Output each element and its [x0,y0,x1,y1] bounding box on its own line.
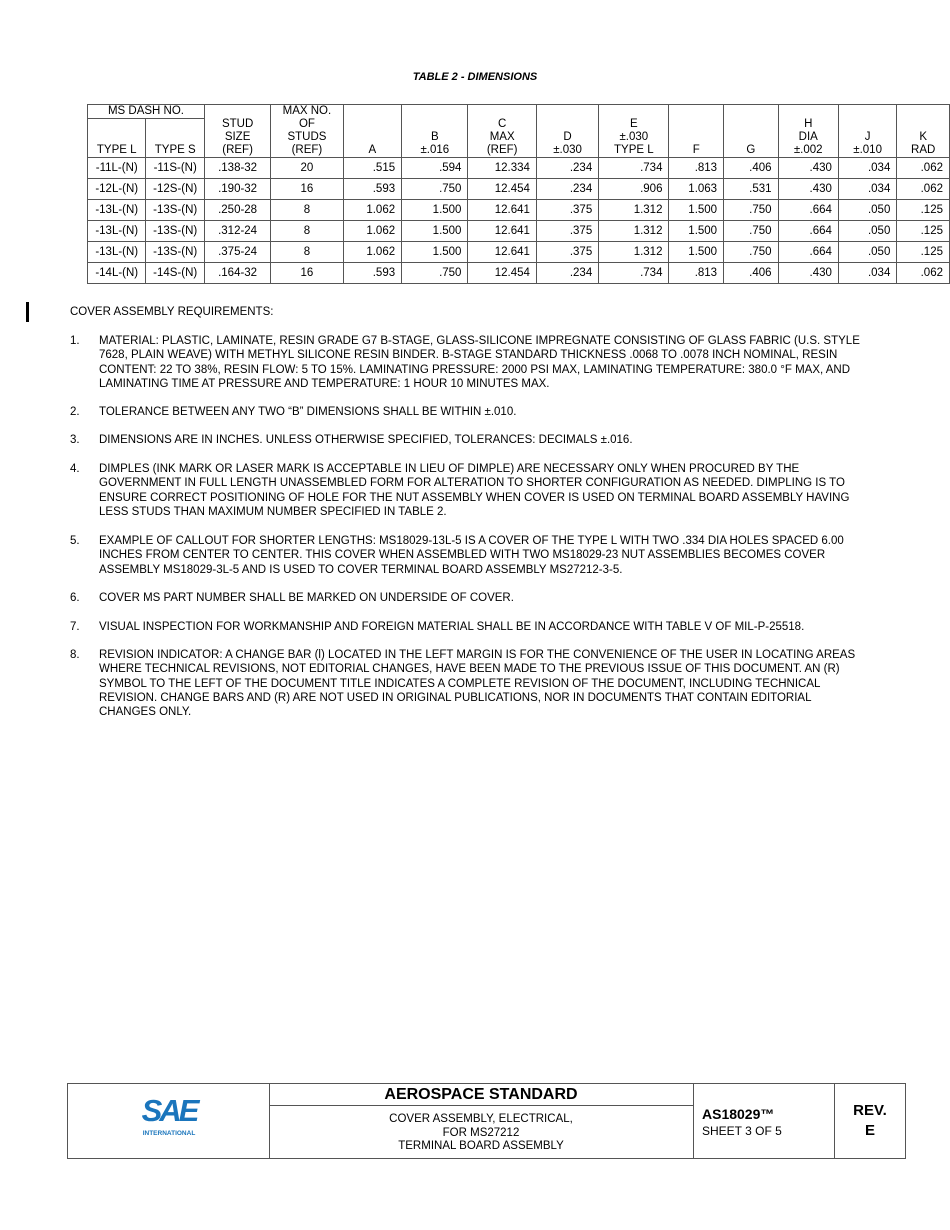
table-cell: .734 [599,263,669,284]
revision-cell [835,1084,905,1158]
logo-wordmark: SAE [141,1094,197,1128]
table-cell: 1.312 [599,200,669,221]
table-cell: 1.062 [343,200,402,221]
column-header-line: ±.030 [619,131,649,143]
table-cell: .750 [724,221,778,242]
table-cell: .750 [402,179,468,200]
table-cell: -13L-(N) [88,200,146,221]
title-block [67,1083,906,1159]
note-text: DIMENSIONS ARE IN INCHES. UNLESS OTHERWISE SPECIFIED, TOLERANCES: DECIMALS ±.016. [99,434,633,446]
table-cell: .125 [897,242,950,263]
note-text: REVISION INDICATOR: A CHANGE BAR (l) LOCATED IN THE LEFT MARGIN IS FOR THE CONVENIENCE OF THE USER IN LOCATING AREAS WHERE TECHNICAL REVISIONS, NOT EDITORIAL CHANGES, HAVE BEEN MADE TO THE PREVIOUS ISSUE OF THIS DOCUMENT. AN (R) SYMBOL TO THE LEFT OF THE DOCUMENT TITLE INDICATES A COMPLETE REVISION OF THE DOCUMENT, INCLUDING TECHNICAL REVISION. CHANGE BARS AND (R) ARE NOT USED IN ORIGINAL PUBLICATIONS, NOR IN DOCUMENTS THAT CONTAIN EDITORIAL CHANGES ONLY. [99,649,856,719]
table-cell: .234 [536,158,598,179]
note-text: TOLERANCE BETWEEN ANY TWO “B” DIMENSIONS SHALL BE WITHIN ±.010. [99,406,517,418]
table-cell: 16 [271,263,343,284]
sae-logo [136,1094,202,1140]
column-header-line: A [368,144,377,156]
table-cell: 12.454 [468,263,536,284]
column-header-line: D [563,131,572,143]
table-body [88,158,950,284]
note-text: EXAMPLE OF CALLOUT FOR SHORTER LENGTHS: MS18029-13L-5 IS A COVER OF THE TYPE L WITH TWO .334 DIA HOLES SPACED 6.00 INCHES FROM CENTER TO CENTER. THIS COVER WHEN ASSEMBLED WITH TWO MS18029-23 NUT ASSEMBLIES BECOMES COVER ASSEMBLY MS18029-3L-5 AND IS USED TO COVER TERMINAL BOARD ASSEMBLY MS27212-3-5. [99,535,844,576]
table-cell: .406 [724,158,778,179]
table-cell: .750 [724,242,778,263]
doc-number-cell [694,1084,835,1158]
logo-cell [68,1084,270,1158]
table-row [88,200,950,221]
column-header-line: (REF) [291,144,323,156]
column-header-line: J [864,131,871,143]
table-cell: 8 [271,221,343,242]
column-header-line: MAX [489,131,515,143]
column-header [897,105,950,158]
column-header-line: STUD [221,118,254,130]
table-cell: .050 [838,221,896,242]
requirements-heading: COVER ASSEMBLY REQUIREMENTS: [70,306,274,318]
table-cell: -13L-(N) [88,221,146,242]
column-header [402,105,468,158]
table-cell: .750 [402,263,468,284]
note-item [70,534,870,577]
table-cell: .034 [838,158,896,179]
ms-dash-no-header: MS DASH NO. [88,105,205,119]
title-cell [269,1084,694,1158]
table-cell: .734 [599,158,669,179]
table-cell: .593 [343,263,402,284]
note-number: 1. [70,335,80,347]
table-cell: .234 [536,179,598,200]
column-header-line: STUDS [287,131,327,143]
column-header-line: ±.010 [853,144,882,156]
column-header [599,105,669,158]
table-cell: -13S-(N) [146,200,204,221]
table-cell: .062 [897,179,950,200]
note-item [70,648,870,719]
table-cell: .050 [838,200,896,221]
table-cell: -11S-(N) [146,158,204,179]
note-item [70,433,870,447]
sheet-number: SHEET 3 OF 5 [702,1124,782,1138]
table-cell: 1.500 [402,221,468,242]
revision-label: REV. [853,1102,887,1119]
column-header-line: E [630,118,638,130]
table-cell: -13S-(N) [146,221,204,242]
column-header-line: G [746,144,756,156]
table-row [88,158,950,179]
table-cell: .515 [343,158,402,179]
table-cell: -14L-(N) [88,263,146,284]
note-text: VISUAL INSPECTION FOR WORKMANSHIP AND FOREIGN MATERIAL SHALL BE IN ACCORDANCE WITH TABLE V OF MIL-P-25518. [99,621,805,633]
doc-subtitle-line-1: COVER ASSEMBLY, ELECTRICAL, [389,1113,573,1125]
table-cell: .312-24 [204,221,270,242]
note-item [70,405,870,419]
column-header [724,105,778,158]
table-cell: 8 [271,242,343,263]
change-bar [26,302,29,322]
column-header-line: ±.016 [420,144,450,156]
note-number: 3. [70,434,80,446]
doc-subtitle-line-2: FOR MS27212 [442,1126,520,1139]
table-title: TABLE 2 - DIMENSIONS [412,71,538,83]
column-header-line: SIZE [224,131,251,143]
column-header [669,105,724,158]
column-header-line: H [804,118,813,130]
table-cell: .234 [536,263,598,284]
column-header [778,105,838,158]
note-number: 7. [70,621,80,633]
table-cell: .430 [778,263,838,284]
table-cell: 16 [271,179,343,200]
column-header [838,105,896,158]
table-cell: .664 [778,200,838,221]
note-item [70,334,870,391]
table-cell: .375 [536,242,598,263]
column-header-line: (REF) [222,144,253,156]
table-cell: 1.312 [599,242,669,263]
note-item [70,462,870,519]
table-cell: -13S-(N) [146,242,204,263]
table-cell: .050 [838,242,896,263]
note-number: 8. [70,649,80,661]
table-cell: .125 [897,221,950,242]
column-header [468,105,536,158]
table-cell: 1.062 [343,221,402,242]
table-cell: -14S-(N) [146,263,204,284]
note-text: DIMPLES (INK MARK OR LASER MARK IS ACCEPTABLE IN LIEU OF DIMPLE) ARE NECESSARY ONLY WHEN PROCURED BY THE GOVERNMENT IN FULL LENGTH UNASSEMBLED FORM FOR ALTERATION TO SHORTER CONFIGURATION AS NEEDED. DIMPLING IS TO ENSURE CORRECT POSITIONING OF HOLE FOR THE NUT ASSEMBLY WHEN COVER IS USED ON TERMINAL BOARD ASSEMBLY HAVING LESS STUDS THAN MAXIMUM NUMBER SPECIFIED IN TABLE 2. [99,463,850,518]
note-number: 4. [70,463,80,475]
table-cell: 1.500 [669,242,724,263]
column-header-line: F [692,144,700,156]
table-cell: .375 [536,200,598,221]
table-cell: .062 [897,158,950,179]
column-header-line: B [430,131,439,143]
table-cell: .406 [724,263,778,284]
table-cell: .430 [778,158,838,179]
note-number: 2. [70,406,80,418]
column-header [204,105,270,158]
table-cell: .034 [838,179,896,200]
note-number: 6. [70,592,80,604]
table-cell: .593 [343,179,402,200]
table-cell: 1.500 [669,221,724,242]
table-cell: 8 [271,200,343,221]
column-header-line: RAD [911,144,936,156]
table-cell: .430 [778,179,838,200]
note-item [70,591,870,605]
table-cell: .664 [778,221,838,242]
table-cell: 1.062 [343,242,402,263]
table-cell: .813 [669,263,724,284]
doc-number: AS18029™ [702,1106,775,1122]
note-text: MATERIAL: PLASTIC, LAMINATE, RESIN GRADE G7 B-STAGE, GLASS-SILICONE IMPREGNATE CONSISTING OF GLASS FABRIC (U.S. STYLE 7628, PLAIN WEAVE) WITH METHYL SILICONE RESIN BINDER. B-STAGE STANDARD THICKNESS .0068 TO .0078 INCH NOMINAL, RESIN CONTENT: 22 TO 38%, RESIN FLOW: 5 TO 15%. LAMINATING PRESSURE: 2000 PSI MAX, LAMINATING TEMPERATURE: 380.0 °F MAX, AND LAMINATING TIME AT PRESSURE AND TEMPERATURE: 1 HOUR 10 MINUTES MAX. [99,335,860,390]
table-cell: .906 [599,179,669,200]
table-row [88,242,950,263]
table-cell: -12S-(N) [146,179,204,200]
table-cell: .531 [724,179,778,200]
table-header [88,105,950,158]
table-cell: .034 [838,263,896,284]
table-cell: 1.500 [402,242,468,263]
logo-subtext: INTERNATIONAL [142,1130,196,1137]
table-cell: 12.641 [468,221,536,242]
column-header [536,105,598,158]
column-header-line: TYPE L [614,144,654,156]
table-cell: .813 [669,158,724,179]
table-cell: 1.312 [599,221,669,242]
table-cell: 12.641 [468,200,536,221]
column-header: TYPE L [88,119,146,158]
table-cell: 1.500 [402,200,468,221]
table-cell: 1.500 [669,200,724,221]
column-header [271,105,343,158]
table-cell: -11L-(N) [88,158,146,179]
table-cell: 12.334 [468,158,536,179]
column-header-line: C [498,118,507,130]
note-number: 5. [70,535,80,547]
table-cell: -13L-(N) [88,242,146,263]
table-cell: .375-24 [204,242,270,263]
table-cell: 12.454 [468,179,536,200]
table-cell: .750 [724,200,778,221]
column-header-line: MAX NO. [282,105,332,117]
table-row [88,263,950,284]
note-item [70,620,870,634]
table-cell: 20 [271,158,343,179]
table-cell: .250-28 [204,200,270,221]
doc-subtitle-line-3: TERMINAL BOARD ASSEMBLY [398,1140,564,1152]
table-cell: -12L-(N) [88,179,146,200]
note-text: COVER MS PART NUMBER SHALL BE MARKED ON UNDERSIDE OF COVER. [99,592,514,604]
table-cell: 12.641 [468,242,536,263]
column-header: TYPE S [146,119,204,158]
column-header-line: OF [298,118,315,130]
column-header-line: DIA [798,131,818,143]
table-cell: .138-32 [204,158,270,179]
standard-title: AEROSPACE STANDARD [269,1084,693,1106]
table-cell: .375 [536,221,598,242]
dimensions-table [87,104,950,284]
column-header-line: (REF) [486,144,518,156]
table-cell: .664 [778,242,838,263]
revision-value: E [864,1122,875,1139]
table-cell: .594 [402,158,468,179]
table-row [88,179,950,200]
column-header-line: K [919,131,928,143]
table-row [88,221,950,242]
table-cell: .062 [897,263,950,284]
table-cell: .164-32 [204,263,270,284]
table-cell: .190-32 [204,179,270,200]
table-cell: 1.063 [669,179,724,200]
column-header [343,105,402,158]
column-header-line: ±.030 [553,144,582,156]
table-cell: .125 [897,200,950,221]
column-header-line: ±.002 [793,144,823,156]
